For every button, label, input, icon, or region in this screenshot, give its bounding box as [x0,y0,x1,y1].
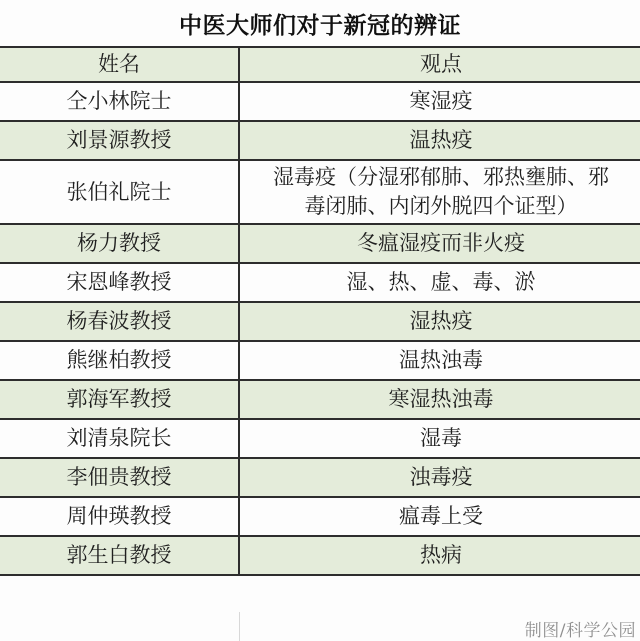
table-row [0,341,640,380]
table-row [0,536,640,575]
name-cell: 杨力教授 [0,224,239,263]
view-text: 冬瘟湿疫而非火疫 [357,231,525,255]
view-text: 寒湿疫 [409,89,473,113]
table-row [0,302,640,341]
name-cell: 刘清泉院长 [0,419,239,458]
table-row [0,419,640,458]
view-text: 瘟毒上受 [399,504,483,528]
view-text: 湿毒疫（分湿邪郁肺、邪热壅肺、邪毒闭肺、内闭外脱四个证型） [273,165,609,218]
view-text: 寒湿热浊毒 [388,387,494,411]
view-text: 温热浊毒 [399,348,483,372]
table-row [0,380,640,419]
name-cell: 郭海军教授 [0,380,239,419]
name-cell: 周仲瑛教授 [0,497,239,536]
table-body [0,82,640,575]
credit-text: 制图/科学公园 [524,621,636,641]
table-row [0,263,640,302]
table-row [0,82,640,121]
view-text: 温热疫 [409,128,473,152]
table-row [0,497,640,536]
page-title: 中医大师们对于新冠的辨证 [179,12,461,39]
column-divider-extension [239,612,240,641]
view-cell [239,263,640,302]
name-cell: 刘景源教授 [0,121,239,160]
view-cell [239,302,640,341]
name-cell: 郭生白教授 [0,536,239,575]
view-text: 湿毒 [420,426,462,450]
name-cell: 宋恩峰教授 [0,263,239,302]
name-cell: 熊继柏教授 [0,341,239,380]
view-text: 浊毒疫 [409,465,473,489]
table-row [0,121,640,160]
name-cell: 李佃贵教授 [0,458,239,497]
view-cell [239,419,640,458]
header-cell-name: 姓名 [0,47,239,82]
header-cell-view: 观点 [239,47,640,82]
view-cell [239,497,640,536]
table-row [0,160,640,224]
name-cell: 杨春波教授 [0,302,239,341]
view-text: 湿、热、虚、毒、淤 [346,270,536,294]
view-cell [239,458,640,497]
view-cell [239,341,640,380]
view-cell [239,160,640,224]
view-cell [239,121,640,160]
view-text: 热病 [420,543,462,567]
view-text: 湿热疫 [409,309,473,333]
table-row [0,458,640,497]
view-cell [239,536,640,575]
tcm-table [0,46,640,576]
name-cell: 张伯礼院士 [0,160,239,224]
table-row [0,224,640,263]
view-cell [239,380,640,419]
name-cell: 仝小林院士 [0,82,239,121]
view-cell [239,224,640,263]
header-row [0,47,640,82]
view-cell [239,82,640,121]
